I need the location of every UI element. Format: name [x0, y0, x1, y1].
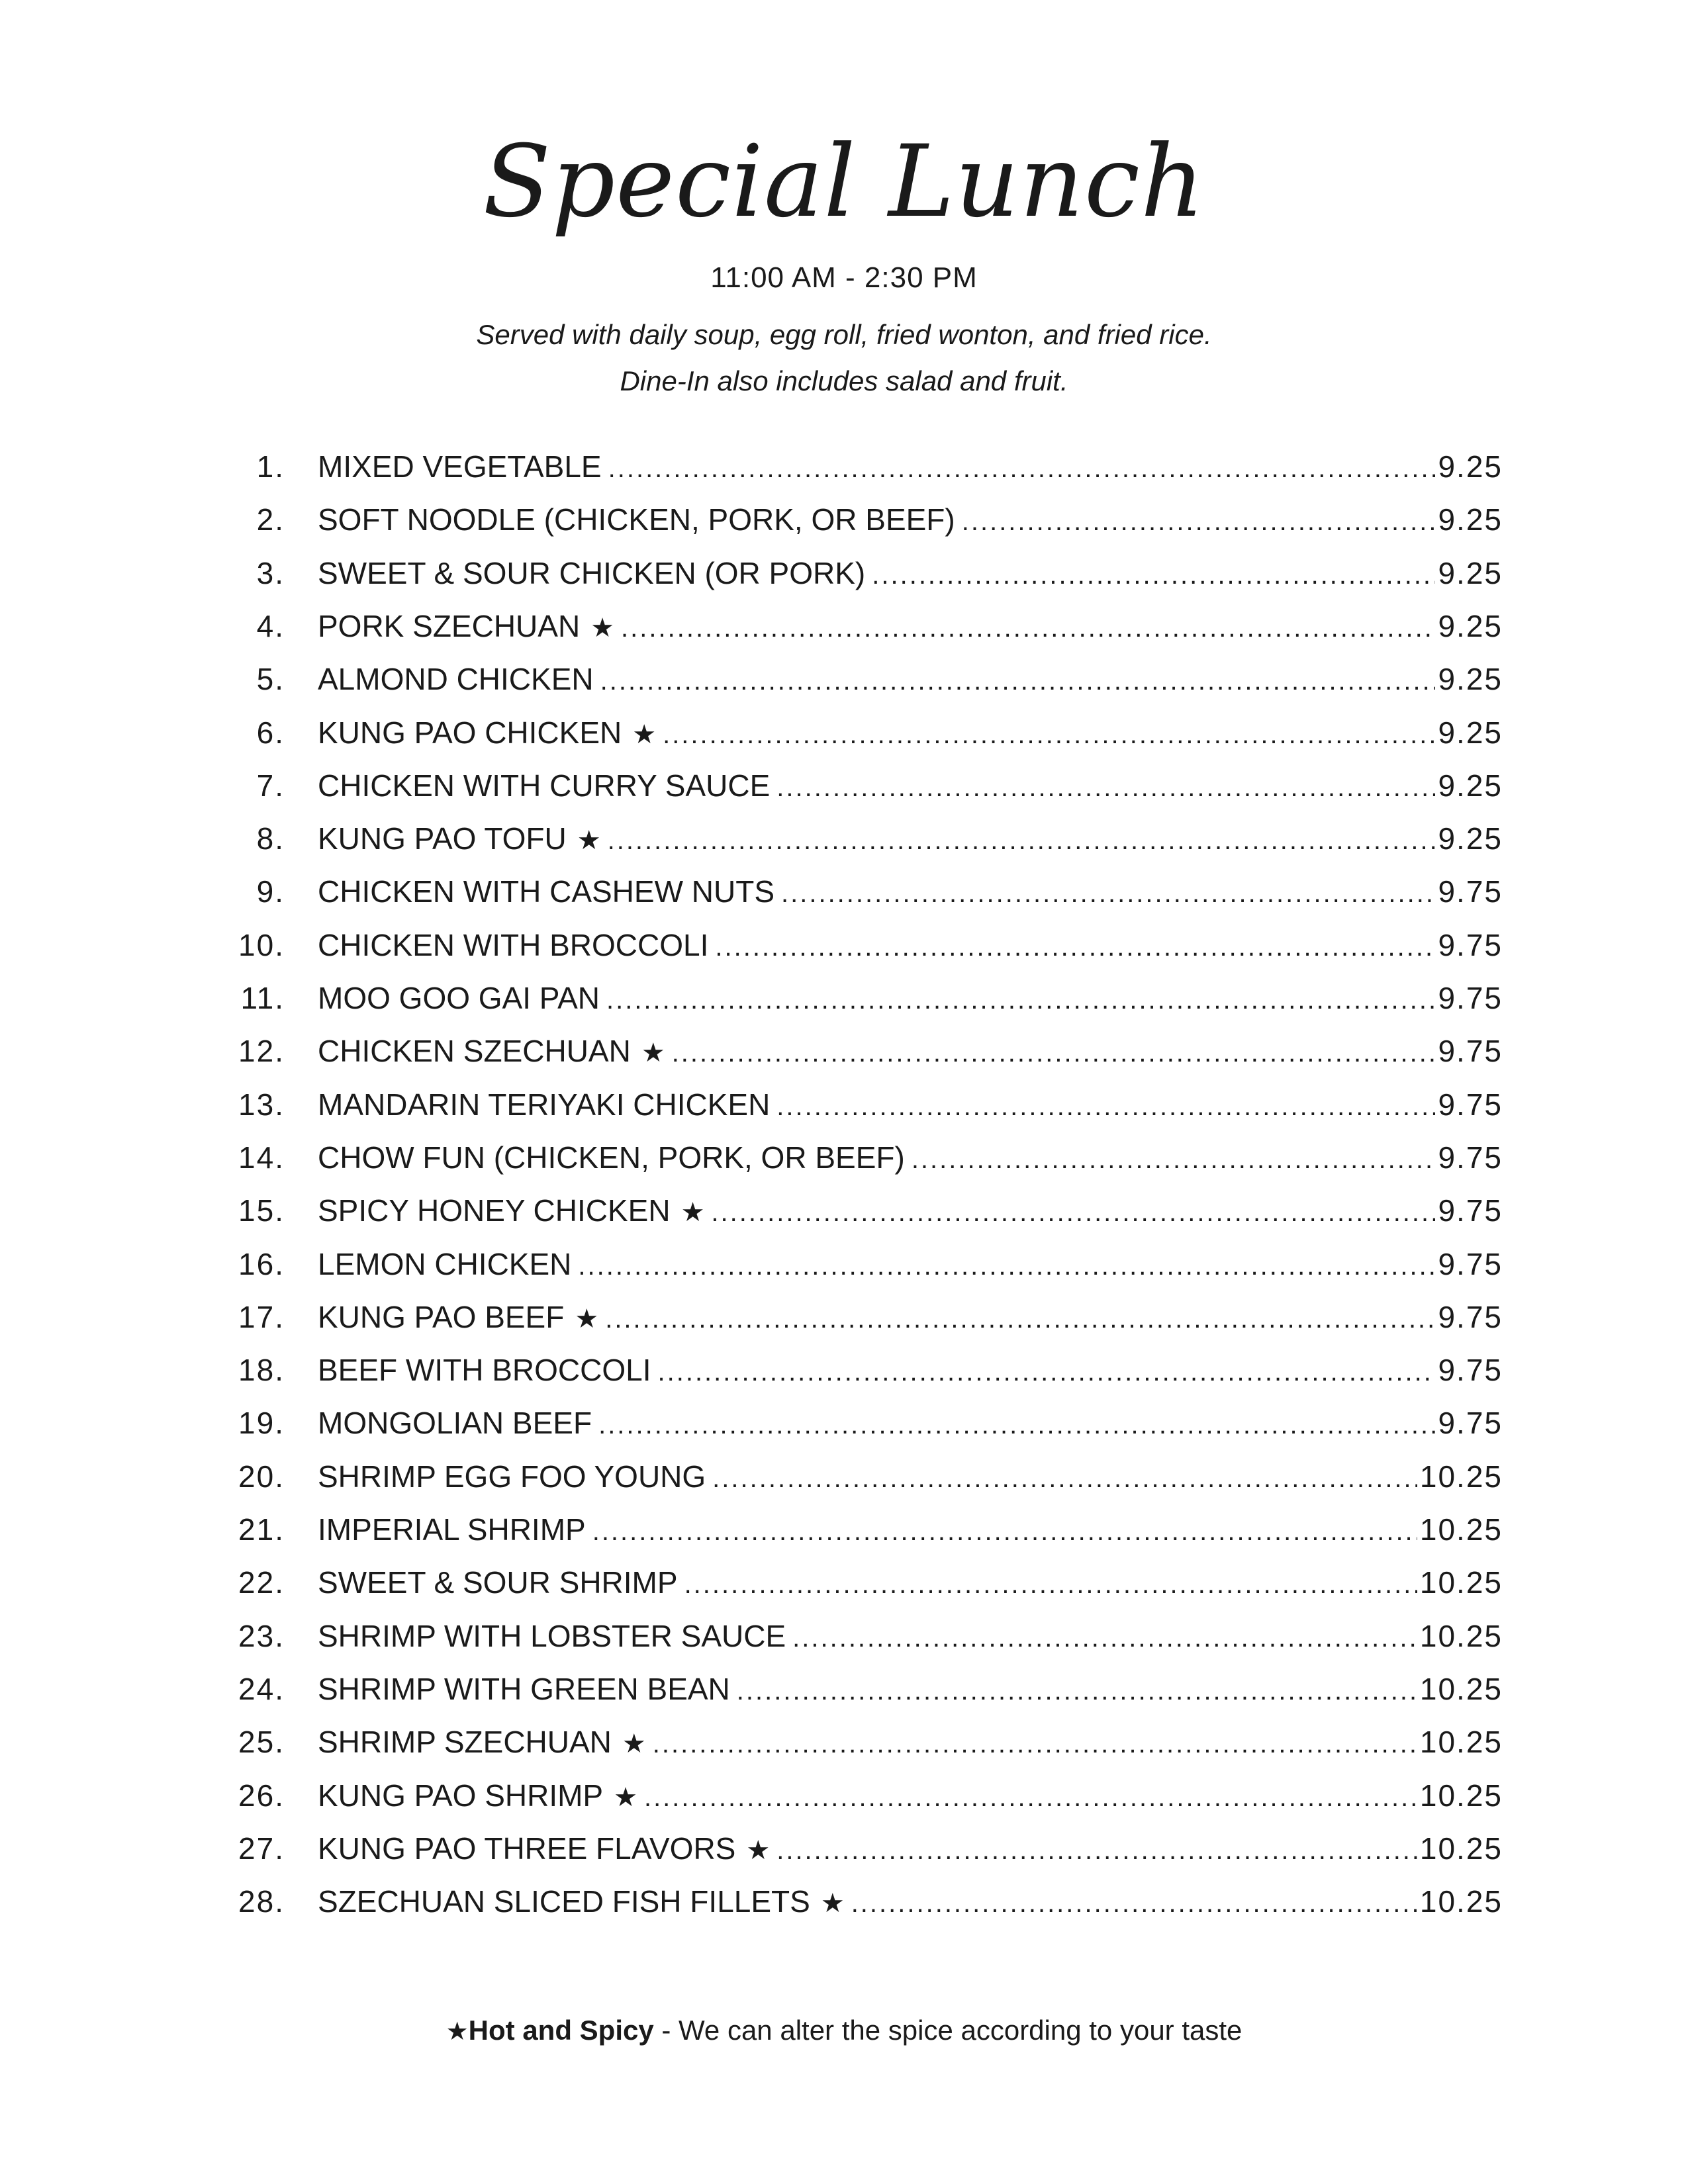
dot-leader [608, 449, 1436, 488]
item-price: 10.25 [1419, 1778, 1503, 1813]
item-number: 11. [240, 981, 285, 1015]
item-price: 9.75 [1438, 981, 1503, 1015]
star-icon: ★ [820, 1889, 845, 1918]
item-name: IMPERIAL SHRIMP [318, 1512, 586, 1547]
item-price: 9.25 [1438, 768, 1503, 803]
menu-item [192, 1297, 1503, 1337]
item-number: 14. [238, 1140, 285, 1175]
dot-leader [608, 821, 1436, 860]
dot-leader [621, 608, 1435, 648]
item-number: 6. [256, 715, 285, 750]
item-number: 13. [238, 1087, 285, 1122]
page-title: Special Lunch [483, 124, 1205, 240]
item-name: KUNG PAO CHICKEN [318, 715, 622, 750]
menu-item [192, 606, 1503, 646]
dot-leader [776, 1087, 1435, 1126]
item-number: 18. [238, 1353, 285, 1387]
item-name: KUNG PAO BEEF [318, 1300, 565, 1334]
lunch-hours: 11:00 AM - 2:30 PM [710, 261, 978, 294]
menu-item [192, 1031, 1503, 1071]
item-price: 9.25 [1438, 715, 1503, 750]
item-price: 10.25 [1419, 1831, 1503, 1866]
dot-leader [684, 1565, 1417, 1604]
spicy-footnote [0, 2012, 1688, 2050]
item-name: MONGOLIAN BEEF [318, 1406, 592, 1440]
item-price: 9.75 [1438, 1247, 1503, 1281]
dot-leader [600, 661, 1436, 701]
menu-item [192, 1616, 1503, 1656]
menu-item [192, 1191, 1503, 1230]
item-price: 9.25 [1438, 449, 1503, 484]
star-icon: ★ [445, 2018, 469, 2046]
item-name: SHRIMP EGG FOO YOUNG [318, 1459, 706, 1494]
item-number: 3. [256, 556, 285, 590]
star-icon: ★ [614, 1783, 637, 1812]
dot-leader [578, 1246, 1435, 1286]
item-name: CHICKEN SZECHUAN [318, 1034, 631, 1068]
item-number: 1. [256, 449, 285, 484]
star-icon: ★ [577, 826, 601, 855]
menu-item [192, 1563, 1503, 1602]
dot-leader [912, 1140, 1436, 1179]
item-price: 9.75 [1438, 1406, 1503, 1440]
dot-leader [672, 1033, 1436, 1073]
item-number: 7. [256, 768, 285, 803]
item-price: 9.75 [1438, 1300, 1503, 1334]
item-number: 12. [238, 1034, 285, 1068]
menu-item [192, 872, 1503, 911]
menu-item [192, 1776, 1503, 1815]
item-price: 9.25 [1438, 502, 1503, 537]
item-price: 10.25 [1419, 1565, 1503, 1600]
menu-item [192, 1882, 1503, 1921]
dot-leader [962, 502, 1436, 541]
item-name: SWEET & SOUR SHRIMP [318, 1565, 678, 1600]
star-icon: ★ [746, 1836, 771, 1865]
item-price: 9.75 [1438, 1034, 1503, 1068]
item-number: 16. [238, 1247, 285, 1281]
item-name: CHOW FUN (CHICKEN, PORK, OR BEEF) [318, 1140, 905, 1175]
item-name: SHRIMP SZECHUAN [318, 1725, 612, 1759]
menu-item [192, 978, 1503, 1018]
menu-item [192, 1085, 1503, 1124]
item-number: 17. [238, 1300, 285, 1334]
dot-leader [781, 874, 1435, 913]
item-name: SPICY HONEY CHICKEN [318, 1193, 671, 1228]
served-with-note: Served with daily soup, egg roll, fried wonton, and fried rice. [476, 319, 1212, 350]
star-icon: ★ [641, 1038, 665, 1068]
item-number: 9. [256, 874, 285, 909]
item-name: SHRIMP WITH GREEN BEAN [318, 1672, 730, 1706]
item-price: 9.25 [1438, 821, 1503, 856]
menu-item [192, 1350, 1503, 1390]
dot-leader [872, 555, 1435, 595]
menu-item [192, 1244, 1503, 1284]
menu-item [192, 447, 1503, 486]
item-name: MANDARIN TERIYAKI CHICKEN [318, 1087, 771, 1122]
dot-leader [644, 1778, 1417, 1817]
star-icon: ★ [590, 614, 615, 643]
menu-item [192, 1829, 1503, 1868]
item-price: 9.75 [1438, 874, 1503, 909]
dot-leader [598, 1405, 1435, 1445]
item-name: CHICKEN WITH CASHEW NUTS [318, 874, 774, 909]
item-number: 10. [238, 928, 285, 962]
spicy-legend-label: Hot and Spicy [468, 2015, 654, 2046]
star-icon: ★ [575, 1304, 599, 1334]
item-number: 21. [238, 1512, 285, 1547]
item-price: 10.25 [1419, 1725, 1503, 1759]
item-name: LEMON CHICKEN [318, 1247, 572, 1281]
dot-leader [653, 1724, 1417, 1764]
dot-leader [657, 1352, 1435, 1392]
item-name: SHRIMP WITH LOBSTER SAUCE [318, 1619, 786, 1653]
item-price: 9.75 [1438, 928, 1503, 962]
menu-item [192, 1138, 1503, 1177]
star-icon: ★ [632, 720, 657, 749]
item-number: 25. [238, 1725, 285, 1759]
dine-in-note: Dine-In also includes salad and fruit. [620, 365, 1068, 396]
item-price: 10.25 [1419, 1459, 1503, 1494]
item-price: 9.75 [1438, 1193, 1503, 1228]
menu-item [192, 1403, 1503, 1443]
item-number: 5. [256, 662, 285, 696]
star-icon: ★ [680, 1198, 705, 1227]
menu-item [192, 1510, 1503, 1549]
item-name: MOO GOO GAI PAN [318, 981, 600, 1015]
item-number: 8. [256, 821, 285, 856]
menu-item [192, 500, 1503, 539]
item-price: 9.75 [1438, 1353, 1503, 1387]
menu-item [192, 659, 1503, 699]
dot-leader [711, 1193, 1435, 1232]
item-name: BEEF WITH BROCCOLI [318, 1353, 651, 1387]
item-name: SWEET & SOUR CHICKEN (OR PORK) [318, 556, 866, 590]
menu-item [192, 713, 1503, 752]
item-number: 23. [238, 1619, 285, 1653]
menu-item [192, 1457, 1503, 1496]
item-number: 4. [256, 609, 285, 643]
item-name: ALMOND CHICKEN [318, 662, 594, 696]
item-price: 10.25 [1419, 1672, 1503, 1706]
menu-item [192, 1669, 1503, 1709]
item-name: KUNG PAO THREE FLAVORS [318, 1831, 736, 1866]
item-number: 19. [238, 1406, 285, 1440]
item-price: 9.25 [1438, 609, 1503, 643]
item-number: 2. [256, 502, 285, 537]
dot-leader [851, 1884, 1417, 1923]
item-number: 24. [238, 1672, 285, 1706]
spicy-legend-text: - We can alter the spice according to your taste [653, 2015, 1243, 2046]
item-number: 20. [238, 1459, 285, 1494]
menu-item [192, 1722, 1503, 1762]
menu-item [192, 819, 1503, 858]
item-name: SZECHUAN SLICED FISH FILLETS [318, 1884, 810, 1919]
dot-leader [712, 1459, 1417, 1498]
dot-leader [792, 1618, 1417, 1658]
item-name: MIXED VEGETABLE [318, 449, 602, 484]
item-number: 22. [238, 1565, 285, 1600]
item-price: 9.75 [1438, 1140, 1503, 1175]
item-name: CHICKEN WITH CURRY SAUCE [318, 768, 771, 803]
item-price: 9.75 [1438, 1087, 1503, 1122]
item-name: CHICKEN WITH BROCCOLI [318, 928, 709, 962]
menu-item [192, 766, 1503, 805]
item-name: KUNG PAO TOFU [318, 821, 567, 856]
dot-leader [663, 715, 1435, 754]
dot-leader [605, 1299, 1435, 1339]
item-name: PORK SZECHUAN [318, 609, 581, 643]
menu-item [192, 925, 1503, 965]
item-number: 26. [238, 1778, 285, 1813]
item-name: KUNG PAO SHRIMP [318, 1778, 604, 1813]
menu-item [192, 553, 1503, 593]
dot-leader [737, 1671, 1417, 1711]
dot-leader [715, 927, 1435, 967]
item-price: 10.25 [1419, 1512, 1503, 1547]
item-price: 9.25 [1438, 662, 1503, 696]
dot-leader [606, 980, 1435, 1020]
item-number: 15. [238, 1193, 285, 1228]
item-number: 27. [238, 1831, 285, 1866]
item-price: 10.25 [1419, 1884, 1503, 1919]
dot-leader [592, 1512, 1417, 1551]
dot-leader [776, 1831, 1417, 1870]
item-price: 9.25 [1438, 556, 1503, 590]
item-name: SOFT NOODLE (CHICKEN, PORK, OR BEEF) [318, 502, 955, 537]
item-number: 28. [238, 1884, 285, 1919]
dot-leader [776, 768, 1435, 807]
item-price: 10.25 [1419, 1619, 1503, 1653]
star-icon: ★ [622, 1729, 646, 1758]
